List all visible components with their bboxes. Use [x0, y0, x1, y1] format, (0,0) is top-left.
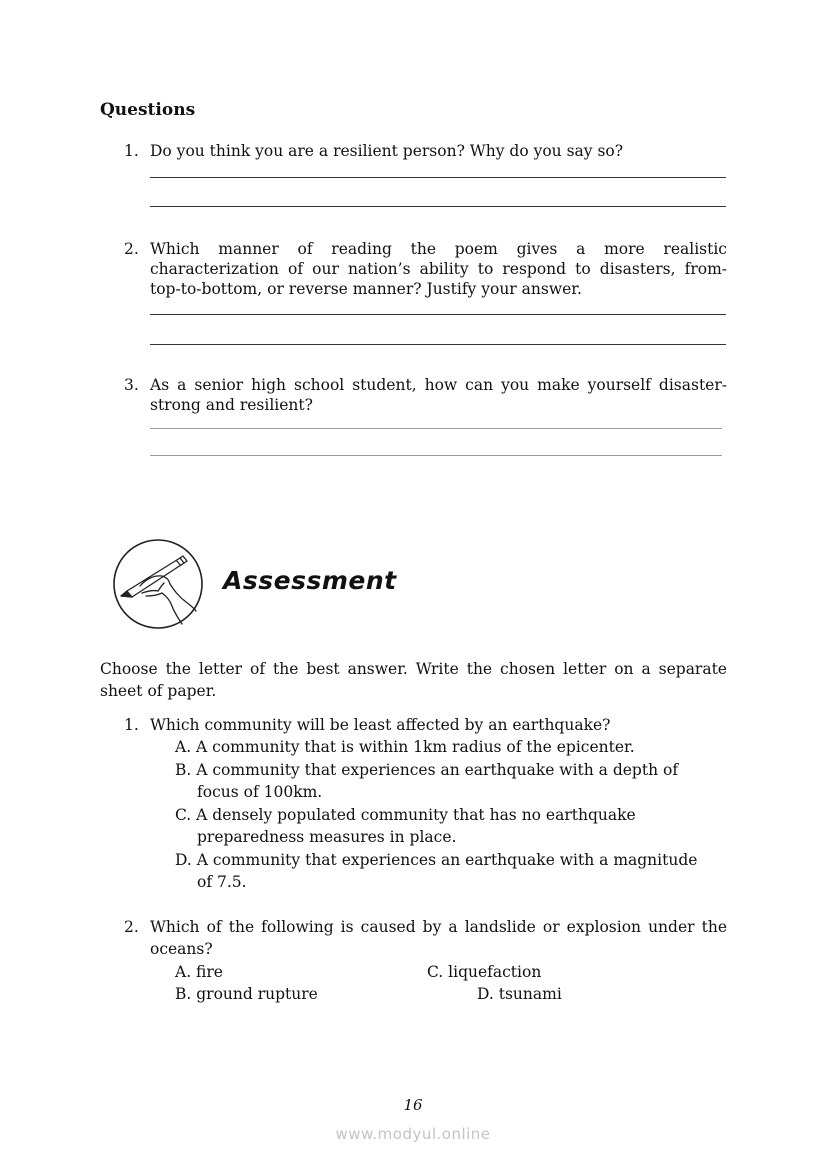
answer-line	[150, 428, 722, 429]
question-1-number: 1.	[124, 142, 139, 160]
answer-line	[150, 206, 726, 207]
question-2-number: 2.	[124, 240, 139, 258]
option-1b-line-2: focus of 100km.	[197, 783, 323, 801]
question-3-line-1: As a senior high school student, how can you make yourself disaster-	[150, 376, 727, 394]
option-2a: A. fire	[175, 963, 223, 981]
question-3-line-2: strong and resilient?	[150, 396, 313, 414]
watermark: www.modyul.online	[335, 1125, 491, 1143]
answer-line	[150, 177, 726, 178]
assessment-item-2-number: 2.	[124, 918, 139, 936]
answer-line	[150, 455, 722, 456]
answer-line	[150, 314, 726, 315]
questions-heading: Questions	[100, 100, 196, 120]
answer-line	[150, 344, 726, 345]
page-number: 16	[403, 1096, 423, 1114]
assessment-instruction: Choose the letter of the best answer. Write the chosen letter on a separate sheet of paper.	[100, 660, 727, 700]
option-1b-line-1: B. A community that experiences an earthquake with a depth of	[175, 761, 679, 779]
option-1d-line-1: D. A community that experiences an earthquake with a magnitude	[175, 851, 698, 869]
option-2c: C. liquefaction	[427, 963, 542, 981]
assessment-title: Assessment	[223, 566, 397, 595]
question-2-line-1: Which manner of reading the poem gives a more realistic	[150, 240, 727, 258]
question-2-line-2: characterization of our nation’s ability to respond to disasters, from-	[150, 260, 727, 278]
question-2-line-3: top-to-bottom, or reverse manner? Justify your answer.	[150, 280, 582, 298]
writing-hand-icon	[112, 538, 204, 630]
option-1a: A. A community that is within 1km radius of the epicenter.	[175, 738, 635, 756]
assessment-item-2-stem-line-1: Which of the following is caused by a landslide or explosion under the	[150, 918, 727, 936]
question-1-text: Do you think you are a resilient person? Why do you say so?	[150, 142, 624, 160]
option-1c-line-2: preparedness measures in place.	[197, 828, 457, 846]
assessment-item-2-stem-line-2: oceans?	[150, 940, 213, 958]
option-2d: D. tsunami	[477, 985, 562, 1003]
option-2b: B. ground rupture	[175, 985, 318, 1003]
assessment-item-1-number: 1.	[124, 716, 139, 734]
option-1d-line-2: of 7.5.	[197, 873, 247, 891]
question-3-number: 3.	[124, 376, 139, 394]
option-1c-line-1: C. A densely populated community that has no earthquake	[175, 806, 636, 824]
assessment-item-1-stem: Which community will be least affected by an earthquake?	[150, 716, 611, 734]
